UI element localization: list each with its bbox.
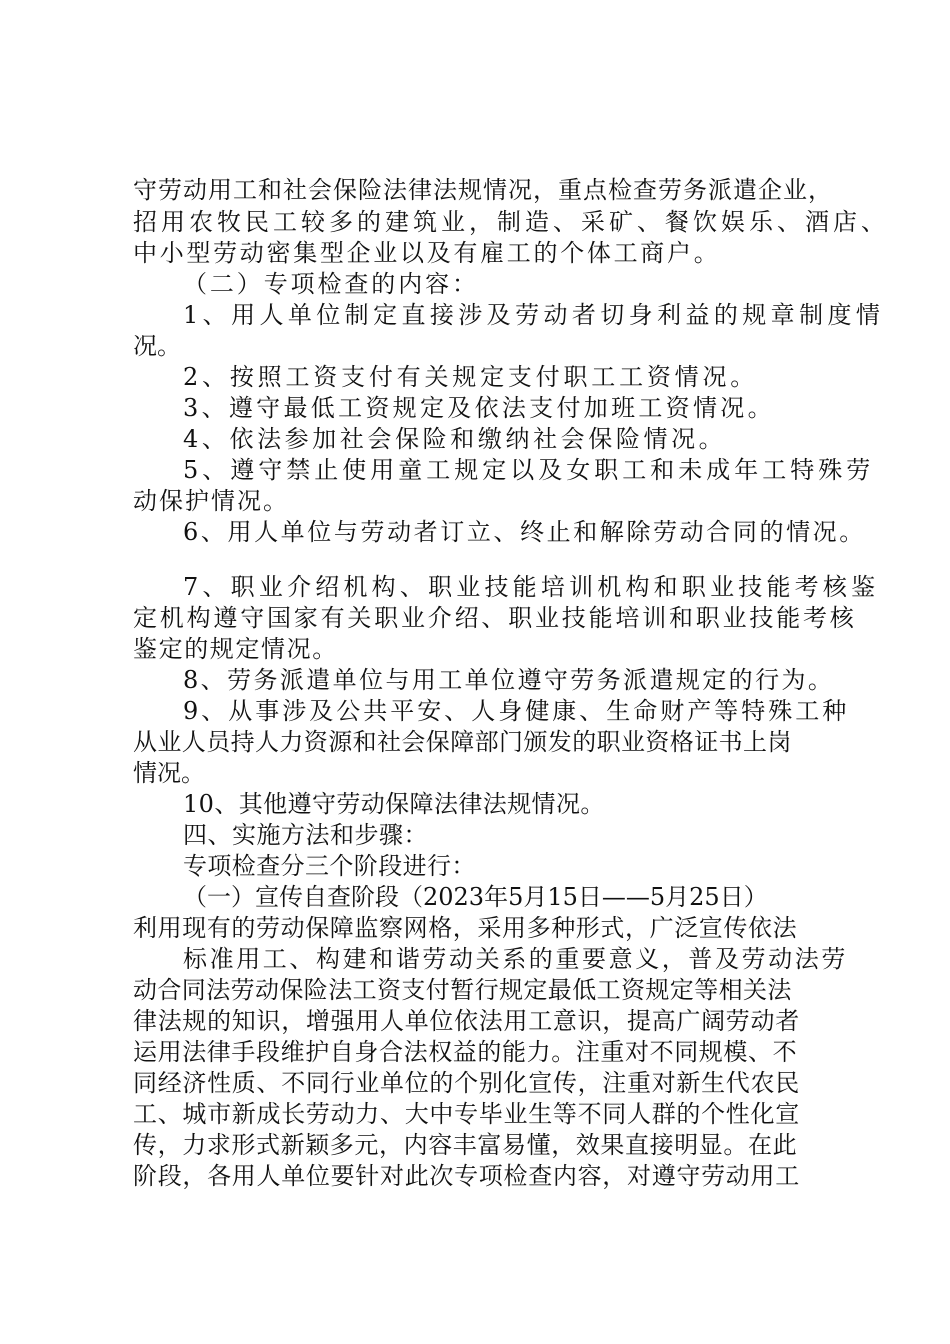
list-item-3: 3、遵守最低工资规定及依法支付加班工资情况。 [183,394,775,422]
text-line: 阶段，各用人单位要针对此次专项检查内容，对遵守劳动用工 [133,1162,800,1190]
text-line: 传，力求形式新颖多元，内容丰富易懂，效果直接明显。在此 [133,1131,798,1159]
list-item-1: 1、用人单位制定直接涉及劳动者切身利益的规章制度情 [183,301,885,329]
section-heading: （一）宣传自查阶段（2023年5月15日——5月25日） [183,883,768,911]
list-item-7: 7、职业介绍机构、职业技能培训机构和职业技能考核鉴 [183,573,880,601]
list-item-5: 5、遵守禁止使用童工规定以及女职工和未成年工特殊劳 [183,456,875,484]
text-line: 守劳动用工和社会保险法律法规情况，重点检查劳务派遣企业， [133,176,833,204]
text-line: 律法规的知识，增强用人单位依法用工意识，提高广阔劳动者 [133,1007,800,1035]
text-line: 专项检查分三个阶段进行： [183,852,476,880]
text-line: 运用法律手段维护自身合法权益的能力。注重对不同规模、不 [133,1038,798,1066]
list-item-9: 9、从事涉及公共平安、人身健康、生命财产等特殊工种 [183,697,850,725]
section-heading: （二）专项检查的内容： [183,270,479,298]
text-line: 标准用工、构建和谐劳动关系的重要意义，普及劳动法劳 [183,945,848,973]
text-line: 鉴定的规定情况。 [133,635,338,663]
text-line: 利用现有的劳动保障监察网格，采用多种形式，广泛宣传依法 [133,914,798,942]
list-item-10: 10、其他遵守劳动保障法律法规情况。 [183,790,605,818]
section-heading: 四、实施方法和步骤： [183,821,428,849]
text-line: 工、城市新成长劳动力、大中专毕业生等不同人群的个性化宣 [133,1100,800,1128]
list-item-2: 2、按照工资支付有关规定支付职工工资情况。 [183,363,759,391]
text-line: 动保护情况。 [133,487,289,515]
text-line: 况。 [133,332,181,360]
text-line: 同经济性质、不同行业单位的个别化宣传，注重对新生代农民 [133,1069,800,1097]
list-item-8: 8、劳务派遣单位与用工单位遵守劳务派遣规定的行为。 [183,666,835,694]
text-line: 情况。 [133,759,205,787]
text-line: 动合同法劳动保险法工资支付暂行规定最低工资规定等相关法 [133,976,792,1004]
text-line: 定机构遵守国家有关职业介绍、职业技能培训和职业技能考核 [133,604,857,632]
text-line: 中小型劳动密集型企业以及有雇工的个体工商户。 [133,239,721,267]
text-line: 招用农牧民工较多的建筑业，制造、采矿、餐饮娱乐、酒店、 [133,208,889,236]
list-item-6: 6、用人单位与劳动者订立、终止和解除劳动合同的情况。 [183,518,866,546]
list-item-4: 4、依法参加社会保险和缴纳社会保险情况。 [183,425,727,453]
text-line: 从业人员持人力资源和社会保障部门颁发的职业资格证书上岗 [133,728,792,756]
